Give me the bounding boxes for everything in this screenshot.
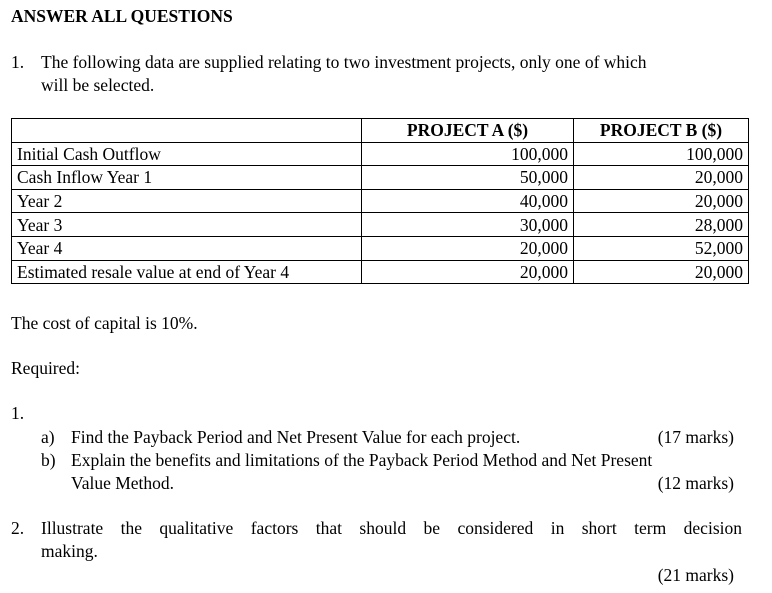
table-header-project-a: PROJECT A ($) <box>362 119 574 143</box>
part-a-letter: a) <box>41 427 55 447</box>
project-a-value: 50,000 <box>362 166 574 190</box>
question-2-text-line2: making. <box>41 541 98 561</box>
cost-of-capital-text: The cost of capital is 10%. <box>11 313 198 333</box>
investment-data-table <box>11 118 749 284</box>
row-label: Year 2 <box>12 189 362 213</box>
part-b-text-line2: Value Method. <box>71 473 175 493</box>
project-a-value: 30,000 <box>362 213 574 237</box>
question-2-marks: (21 marks) <box>657 565 734 585</box>
project-b-value: 100,000 <box>574 142 749 166</box>
sub-question-number: 1. <box>11 403 25 423</box>
table-header-project-b: PROJECT B ($) <box>574 119 749 143</box>
part-b-marks: (12 marks) <box>657 473 734 493</box>
question-2-text-line1: Illustrate the qualitative factors that should be considered in short term decision <box>41 518 742 538</box>
table-row <box>12 260 749 284</box>
table-header-blank <box>12 119 362 143</box>
project-b-value: 20,000 <box>574 260 749 284</box>
part-a-marks: (17 marks) <box>657 427 734 447</box>
question-1-intro-line2: will be selected. <box>41 75 155 95</box>
row-label: Cash Inflow Year 1 <box>12 166 362 190</box>
question-2-number: 2. <box>11 518 25 538</box>
project-a-value: 40,000 <box>362 189 574 213</box>
table-row <box>12 166 749 190</box>
part-b-letter: b) <box>41 450 56 470</box>
table-row <box>12 213 749 237</box>
project-a-value: 20,000 <box>362 236 574 260</box>
table-row <box>12 189 749 213</box>
table-header-row <box>12 119 749 143</box>
project-a-value: 100,000 <box>362 142 574 166</box>
row-label: Year 3 <box>12 213 362 237</box>
row-label: Estimated resale value at end of Year 4 <box>12 260 362 284</box>
project-b-value: 20,000 <box>574 166 749 190</box>
table-row <box>12 236 749 260</box>
project-b-value: 52,000 <box>574 236 749 260</box>
project-a-value: 20,000 <box>362 260 574 284</box>
table-row <box>12 142 749 166</box>
project-b-value: 20,000 <box>574 189 749 213</box>
part-a-text: Find the Payback Period and Net Present Value for each project. <box>71 427 521 447</box>
row-label: Initial Cash Outflow <box>12 142 362 166</box>
question-1-number: 1. <box>11 52 25 72</box>
page-heading: ANSWER ALL QUESTIONS <box>11 6 233 26</box>
row-label: Year 4 <box>12 236 362 260</box>
required-label: Required: <box>11 358 81 378</box>
part-b-text-line1: Explain the benefits and limitations of the Payback Period Method and Net Present <box>71 450 653 470</box>
question-1-intro-line1: The following data are supplied relating to two investment projects, only one of which <box>41 52 647 72</box>
project-b-value: 28,000 <box>574 213 749 237</box>
